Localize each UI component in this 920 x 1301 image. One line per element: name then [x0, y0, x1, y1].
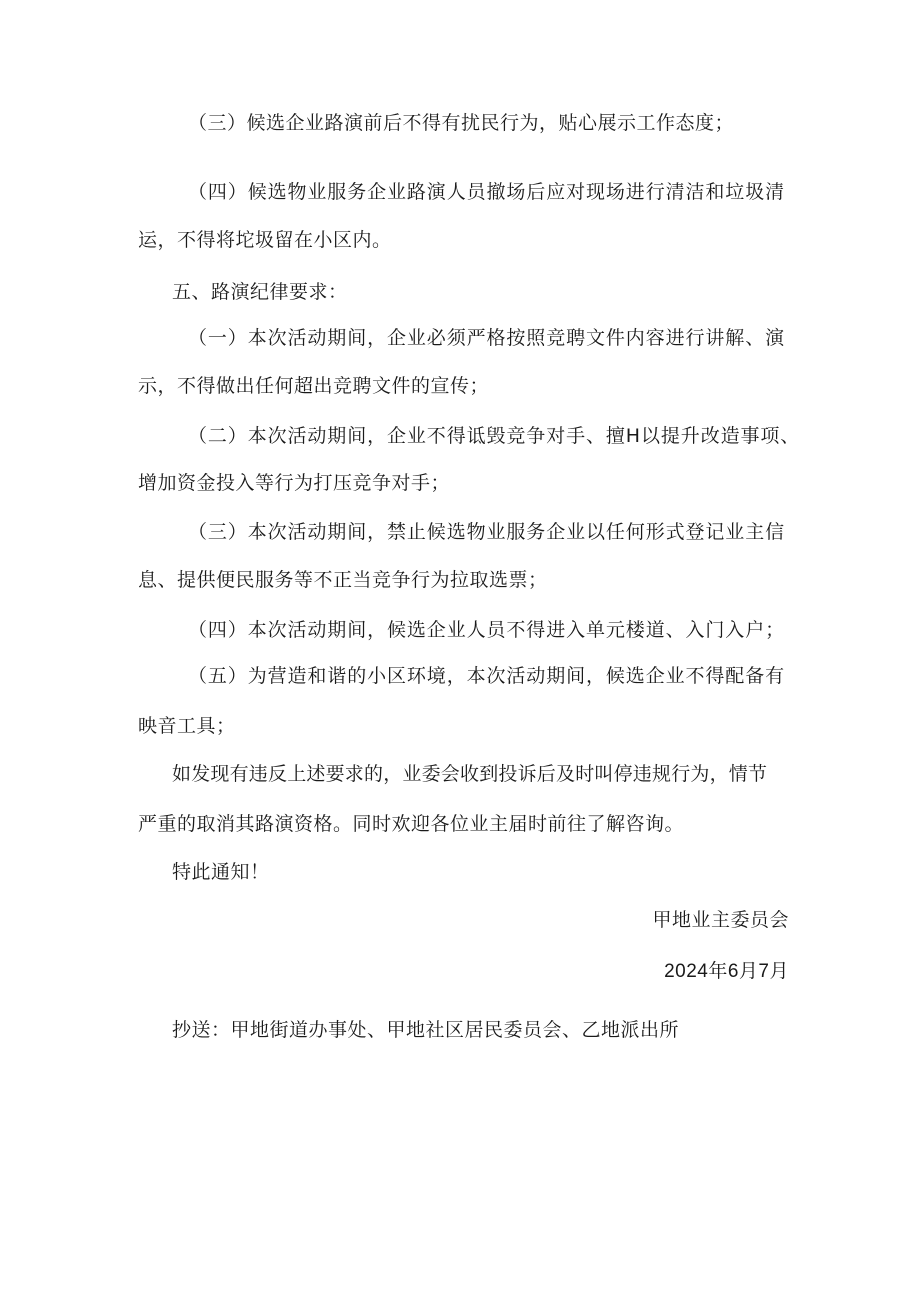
signature-org: 甲地业主委员会 — [652, 909, 789, 931]
cc-line: 抄送：甲地街道办事处、甲地社区居民委员会、乙地派出所 — [172, 1019, 680, 1041]
paragraph-line: （二）本次活动期间，企业不得诋毁竞争对手、擅H以提升改造事项、 — [188, 425, 801, 447]
paragraph-line: （四）本次活动期间，候选企业人员不得进入单元楼道、入门入户； — [188, 619, 786, 641]
paragraph-line: （一）本次活动期间，企业必须严格按照竞聘文件内容进行讲解、演 — [188, 327, 786, 349]
paragraph-line: 示，不得做出任何超出竞聘文件的宣传； — [138, 375, 490, 397]
paragraph-line: 运，不得将坨圾留在小区内。 — [138, 229, 392, 251]
paragraph-line: （三）候选企业路演前后不得有扰民行为，贴心展示工作态度； — [188, 112, 735, 134]
section-heading: 五、路演纪律要求： — [172, 281, 348, 303]
paragraph-line: 增加资金投入等行为打压竞争对手； — [138, 472, 451, 494]
paragraph-line: （三）本次活动期间，禁止候选物业服务企业以任何形式登记业主信 — [188, 521, 786, 543]
paragraph-line: 严重的取消其路演资格。同时欢迎各位业主届时前往了解咨询。 — [138, 813, 685, 835]
paragraph-line: 映音工具； — [138, 715, 236, 737]
signature-date: 2024年6月7月 — [664, 961, 789, 982]
closing-notice: 特此通知！ — [172, 861, 270, 883]
paragraph-line: （五）为营造和谐的小区环境，本次活动期间，候选企业不得配备有 — [188, 665, 786, 687]
paragraph-line: 如发现有违反上述要求的，业委会收到投诉后及时叫停违规行为，情节 — [172, 763, 768, 785]
paragraph-line: （四）候选物业服务企业路演人员撤场后应对现场进行清洁和垃圾清 — [188, 181, 786, 203]
paragraph-line: 息、提供便民服务等不正当竞争行为拉取选票； — [138, 569, 548, 591]
